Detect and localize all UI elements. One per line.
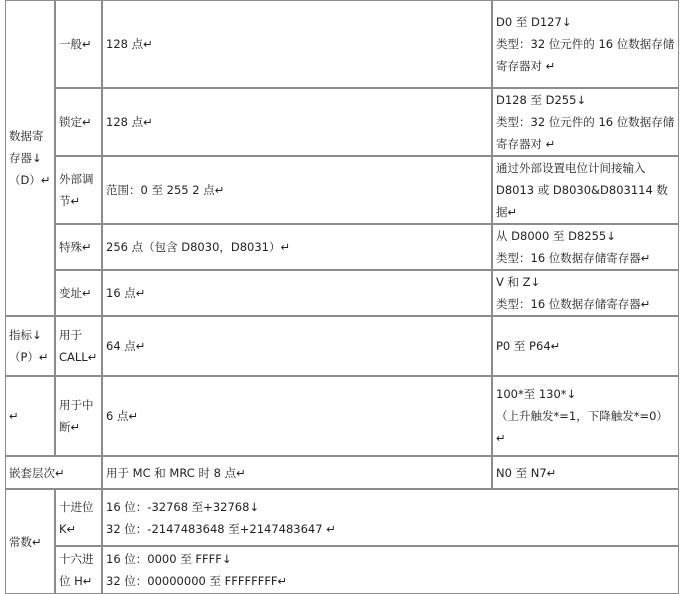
row-description: D0 至 D127↓ 类型：32 位元件的 16 位数据存储 寄存器对 ↵ xyxy=(492,0,679,88)
table-row xyxy=(5,270,679,316)
row-description: 从 D8000 至 D8255↓ 类型：16 位数据存储寄存器↵ xyxy=(492,224,679,270)
row-count: 16 点↵ xyxy=(102,270,492,316)
table-row xyxy=(5,224,679,270)
row-name: 十六进 位 H↵ xyxy=(55,546,102,594)
row-count: 128 点↵ xyxy=(102,88,492,156)
row-name: 锁定↵ xyxy=(55,88,102,156)
row-count: 6 点↵ xyxy=(102,376,492,456)
row-value: 16 位：0000 至 FFFF↓ 32 位：00000000 至 FFFFFFFF↵ xyxy=(102,546,679,594)
row-count: 256 点（包含 D8030，D8031）↵ xyxy=(102,224,492,270)
row-count: 128 点↵ xyxy=(102,0,492,88)
row-name: 用于 CALL↵ xyxy=(55,316,102,376)
category-constants: 常数↵ xyxy=(5,489,55,594)
spec-table xyxy=(5,0,679,594)
row-count: 64 点↵ xyxy=(102,316,492,376)
row-description: 100*至 130*↓ （上升触发*=1，下降触发*=0）↵ xyxy=(492,376,679,456)
table-row xyxy=(5,0,679,88)
category-pointer: 指标↓ （P）↵ xyxy=(5,316,55,376)
row-name: 十进位 K↵ xyxy=(55,489,102,546)
row-count: 范围：0 至 255 2 点↵ xyxy=(102,156,492,224)
table-row xyxy=(5,376,679,456)
category-interrupt: ↵ xyxy=(5,376,55,456)
row-description: V 和 Z↓ 类型：16 位数据存储寄存器↵ xyxy=(492,270,679,316)
row-name: 特殊↵ xyxy=(55,224,102,270)
row-description: 通过外部设置电位计间接输入 D8013 或 D8030&D803114 数 据↵ xyxy=(492,156,679,224)
row-description: P0 至 P64↵ xyxy=(492,316,679,376)
row-name: 变址↵ xyxy=(55,270,102,316)
table-row xyxy=(5,546,679,594)
row-name: 用于中 断↵ xyxy=(55,376,102,456)
row-value: 16 位：-32768 至+32768↓ 32 位：-2147483648 至+2147483647 ↵ xyxy=(102,489,679,546)
row-description: N0 至 N7↵ xyxy=(492,456,679,489)
table-row xyxy=(5,489,679,546)
category-nesting: 嵌套层次↵ xyxy=(5,456,102,489)
row-name: 外部调 节↵ xyxy=(55,156,102,224)
table-row xyxy=(5,88,679,156)
row-count: 用于 MC 和 MRC 时 8 点↵ xyxy=(102,456,492,489)
category-data-register: 数据寄 存器↓ （D）↵ xyxy=(5,0,55,316)
row-name: 一般↵ xyxy=(55,0,102,88)
row-description: D128 至 D255↓ 类型：32 位元件的 16 位数据存储 寄存器对 ↵ xyxy=(492,88,679,156)
table-row xyxy=(5,456,679,489)
table-row xyxy=(5,316,679,376)
table-row xyxy=(5,156,679,224)
